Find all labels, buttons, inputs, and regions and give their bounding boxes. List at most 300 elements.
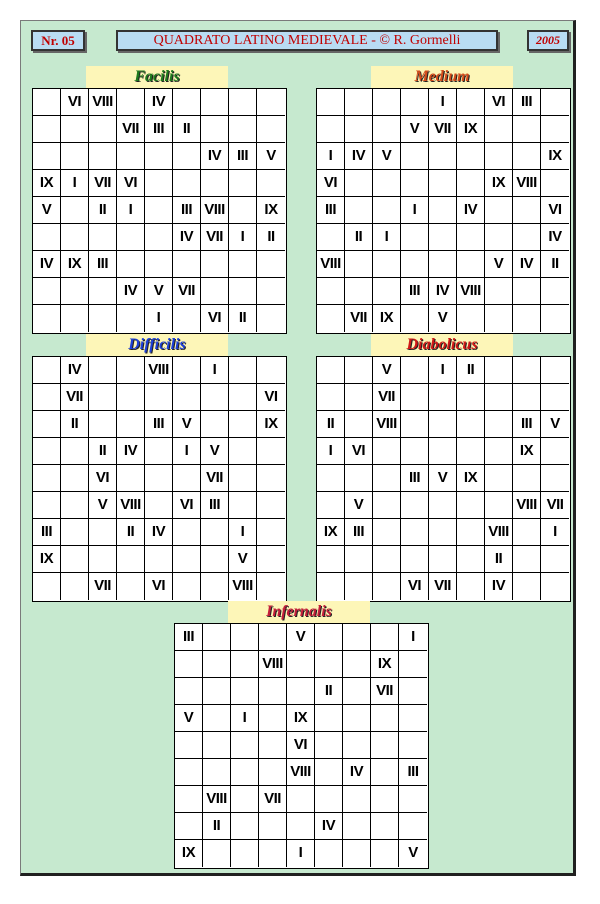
empty-cell[interactable]: [145, 224, 173, 251]
given-cell: IX: [33, 546, 61, 573]
empty-cell[interactable]: [371, 840, 399, 867]
empty-cell[interactable]: [401, 89, 429, 116]
empty-cell[interactable]: [399, 651, 427, 678]
empty-cell[interactable]: [429, 143, 457, 170]
empty-cell[interactable]: [89, 224, 117, 251]
empty-cell[interactable]: [259, 813, 287, 840]
empty-cell[interactable]: [485, 465, 513, 492]
empty-cell[interactable]: [315, 624, 343, 651]
empty-cell[interactable]: [541, 465, 569, 492]
empty-cell[interactable]: [229, 278, 257, 305]
empty-cell[interactable]: [203, 624, 231, 651]
empty-cell[interactable]: [429, 170, 457, 197]
empty-cell[interactable]: [201, 278, 229, 305]
empty-cell[interactable]: [33, 143, 61, 170]
empty-cell[interactable]: [145, 197, 173, 224]
empty-cell[interactable]: [201, 546, 229, 573]
empty-cell[interactable]: [89, 411, 117, 438]
empty-cell[interactable]: [175, 678, 203, 705]
given-cell: IX: [373, 305, 401, 332]
empty-cell[interactable]: [485, 438, 513, 465]
empty-cell[interactable]: [201, 573, 229, 600]
empty-cell[interactable]: [345, 465, 373, 492]
empty-cell[interactable]: [345, 251, 373, 278]
empty-cell[interactable]: [485, 357, 513, 384]
empty-cell[interactable]: [371, 759, 399, 786]
given-cell: VII: [117, 116, 145, 143]
empty-cell[interactable]: [399, 813, 427, 840]
empty-cell[interactable]: [541, 116, 569, 143]
empty-cell[interactable]: [343, 678, 371, 705]
empty-cell[interactable]: [513, 143, 541, 170]
empty-cell[interactable]: [315, 786, 343, 813]
empty-cell[interactable]: [429, 411, 457, 438]
given-cell: IV: [513, 251, 541, 278]
empty-cell[interactable]: [345, 89, 373, 116]
empty-cell[interactable]: [429, 492, 457, 519]
empty-cell[interactable]: [257, 573, 285, 600]
empty-cell[interactable]: [203, 651, 231, 678]
empty-cell[interactable]: [345, 170, 373, 197]
empty-cell[interactable]: [145, 251, 173, 278]
empty-cell[interactable]: [429, 438, 457, 465]
given-cell: VIII: [317, 251, 345, 278]
empty-cell[interactable]: [541, 357, 569, 384]
empty-cell[interactable]: [371, 786, 399, 813]
empty-cell[interactable]: [541, 438, 569, 465]
empty-cell[interactable]: [89, 305, 117, 332]
given-cell: V: [145, 278, 173, 305]
empty-cell[interactable]: [257, 465, 285, 492]
empty-cell[interactable]: [33, 357, 61, 384]
given-cell: I: [317, 143, 345, 170]
empty-cell[interactable]: [231, 624, 259, 651]
empty-cell[interactable]: [513, 116, 541, 143]
empty-cell[interactable]: [229, 251, 257, 278]
empty-cell[interactable]: [345, 573, 373, 600]
empty-cell[interactable]: [317, 492, 345, 519]
empty-cell[interactable]: [231, 678, 259, 705]
empty-cell[interactable]: [287, 678, 315, 705]
empty-cell[interactable]: [229, 89, 257, 116]
empty-cell[interactable]: [399, 678, 427, 705]
empty-cell[interactable]: [429, 519, 457, 546]
empty-cell[interactable]: [257, 251, 285, 278]
empty-cell[interactable]: [401, 546, 429, 573]
empty-cell[interactable]: [371, 732, 399, 759]
given-cell: II: [485, 546, 513, 573]
empty-cell[interactable]: [457, 411, 485, 438]
empty-cell[interactable]: [373, 492, 401, 519]
empty-cell[interactable]: [89, 546, 117, 573]
given-cell: I: [287, 840, 315, 867]
given-cell: V: [201, 438, 229, 465]
empty-cell[interactable]: [117, 465, 145, 492]
empty-cell[interactable]: [61, 305, 89, 332]
empty-cell[interactable]: [89, 116, 117, 143]
empty-cell[interactable]: [229, 411, 257, 438]
empty-cell[interactable]: [457, 384, 485, 411]
empty-cell[interactable]: [175, 759, 203, 786]
empty-cell[interactable]: [117, 411, 145, 438]
empty-cell[interactable]: [371, 705, 399, 732]
empty-cell[interactable]: [61, 573, 89, 600]
empty-cell[interactable]: [399, 705, 427, 732]
empty-cell[interactable]: [429, 251, 457, 278]
empty-cell[interactable]: [257, 519, 285, 546]
empty-cell[interactable]: [373, 170, 401, 197]
empty-cell[interactable]: [33, 465, 61, 492]
empty-cell[interactable]: [61, 465, 89, 492]
empty-cell[interactable]: [175, 651, 203, 678]
empty-cell[interactable]: [457, 305, 485, 332]
empty-cell[interactable]: [259, 732, 287, 759]
empty-cell[interactable]: [485, 143, 513, 170]
empty-cell[interactable]: [401, 519, 429, 546]
empty-cell[interactable]: [343, 732, 371, 759]
empty-cell[interactable]: [485, 384, 513, 411]
given-cell: V: [173, 411, 201, 438]
empty-cell[interactable]: [343, 813, 371, 840]
empty-cell[interactable]: [457, 492, 485, 519]
empty-cell[interactable]: [175, 813, 203, 840]
empty-cell[interactable]: [201, 251, 229, 278]
empty-cell[interactable]: [541, 170, 569, 197]
empty-cell[interactable]: [315, 732, 343, 759]
empty-cell[interactable]: [513, 197, 541, 224]
empty-cell[interactable]: [33, 492, 61, 519]
empty-cell[interactable]: [145, 492, 173, 519]
given-cell: VII: [89, 573, 117, 600]
empty-cell[interactable]: [61, 278, 89, 305]
empty-cell[interactable]: [485, 305, 513, 332]
empty-cell[interactable]: [117, 305, 145, 332]
empty-cell[interactable]: [259, 759, 287, 786]
given-cell: IX: [175, 840, 203, 867]
empty-cell[interactable]: [373, 251, 401, 278]
empty-cell[interactable]: [229, 384, 257, 411]
given-cell: V: [257, 143, 285, 170]
empty-cell[interactable]: [485, 278, 513, 305]
empty-cell[interactable]: [457, 438, 485, 465]
empty-cell[interactable]: [485, 197, 513, 224]
empty-cell[interactable]: [457, 170, 485, 197]
empty-cell[interactable]: [229, 170, 257, 197]
empty-cell[interactable]: [257, 89, 285, 116]
empty-cell[interactable]: [373, 519, 401, 546]
empty-cell[interactable]: [345, 197, 373, 224]
empty-cell[interactable]: [373, 197, 401, 224]
empty-cell[interactable]: [485, 116, 513, 143]
empty-cell[interactable]: [231, 732, 259, 759]
empty-cell[interactable]: [117, 546, 145, 573]
given-cell: I: [399, 624, 427, 651]
empty-cell[interactable]: [229, 492, 257, 519]
empty-cell[interactable]: [485, 224, 513, 251]
empty-cell[interactable]: [401, 251, 429, 278]
empty-cell[interactable]: [513, 305, 541, 332]
empty-cell[interactable]: [401, 224, 429, 251]
empty-cell[interactable]: [373, 465, 401, 492]
empty-cell[interactable]: [429, 224, 457, 251]
empty-cell[interactable]: [173, 546, 201, 573]
empty-cell[interactable]: [343, 651, 371, 678]
given-cell: VIII: [457, 278, 485, 305]
empty-cell[interactable]: [399, 786, 427, 813]
empty-cell[interactable]: [345, 546, 373, 573]
empty-cell[interactable]: [317, 89, 345, 116]
empty-cell[interactable]: [117, 384, 145, 411]
empty-cell[interactable]: [201, 411, 229, 438]
empty-cell[interactable]: [257, 357, 285, 384]
puzzle-grid-difficilis: [32, 356, 287, 602]
empty-cell[interactable]: [257, 170, 285, 197]
empty-cell[interactable]: [373, 546, 401, 573]
empty-cell[interactable]: [513, 573, 541, 600]
empty-cell[interactable]: [373, 573, 401, 600]
empty-cell[interactable]: [173, 465, 201, 492]
empty-cell[interactable]: [117, 573, 145, 600]
empty-cell[interactable]: [229, 197, 257, 224]
empty-cell[interactable]: [257, 116, 285, 143]
empty-cell[interactable]: [541, 278, 569, 305]
empty-cell[interactable]: [33, 411, 61, 438]
puzzle-grid-medium: [316, 88, 571, 334]
empty-cell[interactable]: [201, 519, 229, 546]
empty-cell[interactable]: [89, 357, 117, 384]
empty-cell[interactable]: [61, 519, 89, 546]
empty-cell[interactable]: [345, 116, 373, 143]
empty-cell[interactable]: [201, 89, 229, 116]
empty-cell[interactable]: [145, 170, 173, 197]
empty-cell[interactable]: [429, 384, 457, 411]
empty-cell[interactable]: [229, 465, 257, 492]
empty-cell[interactable]: [231, 786, 259, 813]
empty-cell[interactable]: [89, 384, 117, 411]
empty-cell[interactable]: [201, 170, 229, 197]
empty-cell[interactable]: [315, 840, 343, 867]
empty-cell[interactable]: [259, 840, 287, 867]
empty-cell[interactable]: [61, 197, 89, 224]
empty-cell[interactable]: [513, 224, 541, 251]
given-cell: VII: [373, 384, 401, 411]
empty-cell[interactable]: [399, 732, 427, 759]
empty-cell[interactable]: [175, 786, 203, 813]
empty-cell[interactable]: [371, 813, 399, 840]
empty-cell[interactable]: [541, 546, 569, 573]
given-cell: IX: [257, 411, 285, 438]
empty-cell[interactable]: [513, 384, 541, 411]
empty-cell[interactable]: [89, 278, 117, 305]
empty-cell[interactable]: [33, 573, 61, 600]
empty-cell[interactable]: [345, 278, 373, 305]
empty-cell[interactable]: [401, 170, 429, 197]
empty-cell[interactable]: [401, 384, 429, 411]
empty-cell[interactable]: [61, 546, 89, 573]
empty-cell[interactable]: [203, 840, 231, 867]
empty-cell[interactable]: [287, 651, 315, 678]
empty-cell[interactable]: [229, 438, 257, 465]
empty-cell[interactable]: [343, 840, 371, 867]
empty-cell[interactable]: [203, 732, 231, 759]
empty-cell[interactable]: [373, 116, 401, 143]
empty-cell[interactable]: [457, 251, 485, 278]
empty-cell[interactable]: [401, 438, 429, 465]
empty-cell[interactable]: [287, 786, 315, 813]
empty-cell[interactable]: [229, 116, 257, 143]
empty-cell[interactable]: [257, 438, 285, 465]
empty-cell[interactable]: [373, 89, 401, 116]
empty-cell[interactable]: [429, 197, 457, 224]
empty-cell[interactable]: [317, 573, 345, 600]
empty-cell[interactable]: [541, 89, 569, 116]
empty-cell[interactable]: [317, 384, 345, 411]
empty-cell[interactable]: [457, 573, 485, 600]
level-label-difficilis: Difficilis: [86, 334, 228, 356]
empty-cell[interactable]: [117, 89, 145, 116]
empty-cell[interactable]: [33, 224, 61, 251]
empty-cell[interactable]: [343, 624, 371, 651]
empty-cell[interactable]: [145, 465, 173, 492]
given-cell: VI: [485, 89, 513, 116]
empty-cell[interactable]: [61, 438, 89, 465]
empty-cell[interactable]: [343, 705, 371, 732]
empty-cell[interactable]: [513, 519, 541, 546]
empty-cell[interactable]: [173, 519, 201, 546]
empty-cell[interactable]: [33, 89, 61, 116]
empty-cell[interactable]: [345, 411, 373, 438]
empty-cell[interactable]: [173, 384, 201, 411]
empty-cell[interactable]: [231, 759, 259, 786]
empty-cell[interactable]: [145, 546, 173, 573]
empty-cell[interactable]: [231, 813, 259, 840]
empty-cell[interactable]: [33, 384, 61, 411]
empty-cell[interactable]: [257, 492, 285, 519]
empty-cell[interactable]: [315, 651, 343, 678]
empty-cell[interactable]: [541, 305, 569, 332]
empty-cell[interactable]: [401, 305, 429, 332]
empty-cell[interactable]: [371, 624, 399, 651]
empty-cell[interactable]: [203, 705, 231, 732]
empty-cell[interactable]: [541, 384, 569, 411]
empty-cell[interactable]: [457, 546, 485, 573]
empty-cell[interactable]: [61, 492, 89, 519]
empty-cell[interactable]: [33, 438, 61, 465]
empty-cell[interactable]: [259, 705, 287, 732]
empty-cell[interactable]: [315, 759, 343, 786]
empty-cell[interactable]: [89, 143, 117, 170]
empty-cell[interactable]: [485, 492, 513, 519]
empty-cell[interactable]: [33, 278, 61, 305]
empty-cell[interactable]: [61, 143, 89, 170]
empty-cell[interactable]: [117, 224, 145, 251]
empty-cell[interactable]: [401, 411, 429, 438]
empty-cell[interactable]: [145, 438, 173, 465]
empty-cell[interactable]: [317, 357, 345, 384]
empty-cell[interactable]: [457, 89, 485, 116]
empty-cell[interactable]: [317, 305, 345, 332]
empty-cell[interactable]: [145, 143, 173, 170]
empty-cell[interactable]: [231, 840, 259, 867]
empty-cell[interactable]: [513, 465, 541, 492]
empty-cell[interactable]: [173, 305, 201, 332]
empty-cell[interactable]: [317, 546, 345, 573]
empty-cell[interactable]: [485, 411, 513, 438]
given-cell: III: [317, 197, 345, 224]
empty-cell[interactable]: [457, 143, 485, 170]
empty-cell[interactable]: [317, 278, 345, 305]
empty-cell[interactable]: [173, 89, 201, 116]
given-cell: III: [229, 143, 257, 170]
empty-cell[interactable]: [401, 143, 429, 170]
empty-cell[interactable]: [175, 732, 203, 759]
empty-cell[interactable]: [229, 357, 257, 384]
given-cell: VIII: [145, 357, 173, 384]
empty-cell[interactable]: [317, 116, 345, 143]
empty-cell[interactable]: [145, 384, 173, 411]
empty-cell[interactable]: [259, 624, 287, 651]
empty-cell[interactable]: [173, 143, 201, 170]
empty-cell[interactable]: [287, 813, 315, 840]
empty-cell[interactable]: [257, 546, 285, 573]
empty-cell[interactable]: [61, 224, 89, 251]
given-cell: VIII: [287, 759, 315, 786]
empty-cell[interactable]: [317, 465, 345, 492]
empty-cell[interactable]: [33, 116, 61, 143]
empty-cell[interactable]: [257, 278, 285, 305]
empty-cell[interactable]: [259, 678, 287, 705]
empty-cell[interactable]: [257, 305, 285, 332]
empty-cell[interactable]: [513, 357, 541, 384]
empty-cell[interactable]: [173, 573, 201, 600]
empty-cell[interactable]: [513, 278, 541, 305]
empty-cell[interactable]: [429, 546, 457, 573]
empty-cell[interactable]: [173, 170, 201, 197]
empty-cell[interactable]: [117, 357, 145, 384]
given-cell: VI: [345, 438, 373, 465]
empty-cell[interactable]: [343, 786, 371, 813]
given-cell: II: [229, 305, 257, 332]
empty-cell[interactable]: [373, 278, 401, 305]
empty-cell[interactable]: [201, 384, 229, 411]
empty-cell[interactable]: [231, 651, 259, 678]
empty-cell[interactable]: [457, 224, 485, 251]
given-cell: IX: [257, 197, 285, 224]
empty-cell[interactable]: [315, 705, 343, 732]
given-cell: II: [89, 197, 117, 224]
empty-cell[interactable]: [201, 116, 229, 143]
empty-cell[interactable]: [401, 357, 429, 384]
empty-cell[interactable]: [173, 357, 201, 384]
empty-cell[interactable]: [61, 116, 89, 143]
empty-cell[interactable]: [373, 438, 401, 465]
empty-cell[interactable]: [541, 573, 569, 600]
empty-cell[interactable]: [117, 143, 145, 170]
empty-cell[interactable]: [203, 759, 231, 786]
empty-cell[interactable]: [513, 546, 541, 573]
empty-cell[interactable]: [173, 251, 201, 278]
empty-cell[interactable]: [457, 519, 485, 546]
empty-cell[interactable]: [345, 384, 373, 411]
empty-cell[interactable]: [317, 224, 345, 251]
given-cell: VIII: [89, 89, 117, 116]
empty-cell[interactable]: [33, 305, 61, 332]
empty-cell[interactable]: [89, 519, 117, 546]
empty-cell[interactable]: [117, 251, 145, 278]
empty-cell[interactable]: [203, 678, 231, 705]
empty-cell[interactable]: [401, 492, 429, 519]
empty-cell[interactable]: [345, 357, 373, 384]
